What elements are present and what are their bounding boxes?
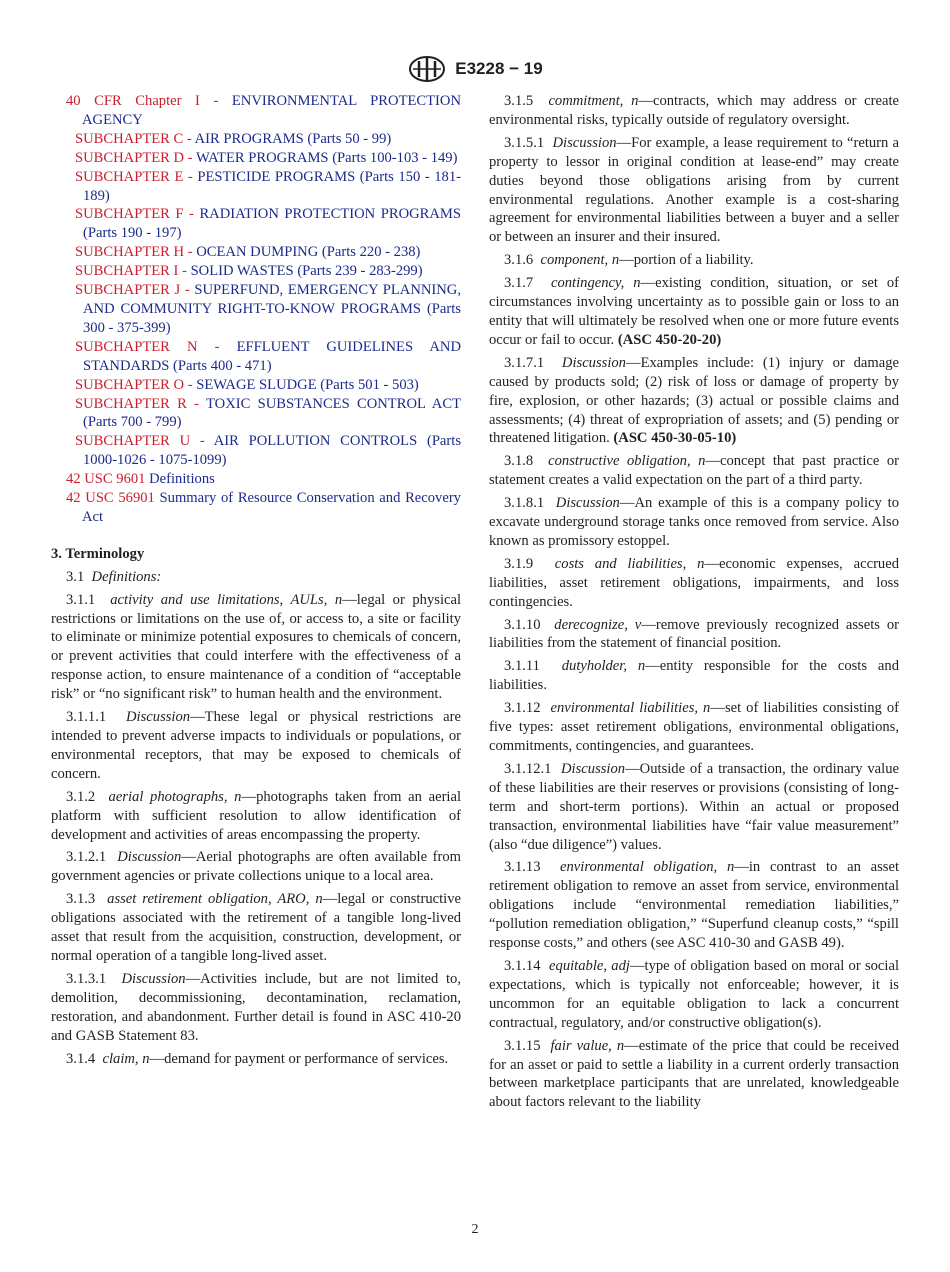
definition-term: dutyholder, n xyxy=(561,658,646,675)
reference-item xyxy=(51,92,461,130)
definition-body: —An example of this is a company policy to excavate underground storage tanks once removed from service. Also known as promissory estoppel. xyxy=(489,495,900,549)
definition-term: Definitions: xyxy=(91,568,162,585)
reference-code[interactable]: 42 USC 9601 xyxy=(66,471,146,488)
reference-code[interactable]: SUBCHAPTER C - xyxy=(75,130,192,147)
reference-link[interactable]: ENVIRONMENTAL PROTECTION AGENCY xyxy=(82,93,461,128)
definition-number: 3.1.7.1 xyxy=(504,354,545,371)
reference-link[interactable]: AIR PROGRAMS (Parts 50 - 99) xyxy=(194,130,392,147)
definition-number: 3.1.12.1 xyxy=(504,760,552,777)
definition-body: —These legal or physical restrictions are intended to prevent adverse impacts to individuals or populations, or environmental receptors, that may be exposed to chemicals of concern. xyxy=(51,709,461,782)
definition-term: derecognize, v xyxy=(554,616,642,633)
reference-item xyxy=(51,205,461,243)
definition-body: —entity responsible for the costs and liabilities. xyxy=(489,658,899,694)
definition-number: 3.1.6 xyxy=(504,252,534,269)
definition-paragraph xyxy=(489,555,899,612)
definition-term: environmental obligation, n xyxy=(560,859,735,876)
definition-body: —legal or physical restrictions or limitations on the use of, or access to, a site or facility to eliminate or minimize potential exposures to chemicals of concern, or prevent activities that could interfere with the effectiveness of a response action, to ensure maintenance of a condition of “acceptable risk” or “no significant risk” to human health and the environment. xyxy=(51,591,462,703)
definition-paragraph xyxy=(51,591,461,704)
definition-number: 3.1.8 xyxy=(504,453,534,470)
definition-body: —photographs taken from an aerial platform with sufficient resolution to allow identification of development and activities of areas encompassing the property. xyxy=(51,788,462,843)
page-header xyxy=(0,56,950,82)
definition-number: 3.1.3.1 xyxy=(66,970,107,987)
definition-term: Discussion xyxy=(126,709,191,726)
definition-body: —estimate of the price that could be received for an asset or paid to settle a liability in a current orderly transaction between marketplace participants that are unrelated, knowledgeable about factors relevant to the liability xyxy=(489,1037,899,1111)
definition-paragraph xyxy=(489,134,899,247)
reference-code[interactable]: 42 USC 56901 xyxy=(66,490,155,507)
reference-list xyxy=(51,92,461,527)
definition-number: 3.1.2 xyxy=(66,788,96,805)
reference-code[interactable]: SUBCHAPTER N - xyxy=(75,338,220,355)
right-definitions xyxy=(489,92,899,1112)
reference-link[interactable]: RADIATION PROTECTION PROGRAMS (Parts 190 - 197) xyxy=(83,206,462,242)
reference-link[interactable]: WATER PROGRAMS (Parts 100-103 - 149) xyxy=(195,149,458,166)
reference-item xyxy=(51,489,461,527)
definition-paragraph xyxy=(489,616,899,654)
reference-link[interactable]: PESTICIDE PROGRAMS (Parts 150 - 181-189) xyxy=(83,168,462,204)
reference-link[interactable]: SUPERFUND, EMERGENCY PLANNING, AND COMMUNITY RIGHT-TO-KNOW PROGRAMS (Parts 300 - 375-399) xyxy=(83,282,461,336)
definition-number: 3.1.8.1 xyxy=(504,495,545,512)
definition-number: 3.1.4 xyxy=(66,1050,96,1067)
definition-paragraph xyxy=(489,452,899,490)
definition-body: —in contrast to an asset retirement obligation to remove an asset from service, environmental obligations include “environmental remediation liabilities,” “pollution remediation obligation,” “Superfund cleanup costs,” “spill response costs,” and others (see ASC 410-30 and GASB 49). xyxy=(489,859,900,952)
reference-link[interactable]: Summary of Resource Conservation and Recovery Act xyxy=(82,490,461,525)
definition-paragraph xyxy=(489,657,899,695)
definition-number: 3.1.13 xyxy=(504,859,541,876)
section-heading: 3. Terminology xyxy=(51,545,145,562)
definition-number: 3.1.5.1 xyxy=(504,134,545,151)
definition-number: 3.1.3 xyxy=(66,891,96,908)
reference-item xyxy=(51,130,461,149)
definition-term: activity and use limitations, AULs, n xyxy=(110,591,343,608)
definition-body: —Examples include: (1) injury or damage caused by products sold; (2) risk of loss or damage of property by fire, explosion, or other hazards; (3) actual or possible claims and assessments; (4) threat of expropriation of assets; and (5) pending or threatened litigation. xyxy=(489,354,899,447)
definition-term: equitable, adj xyxy=(549,957,630,974)
definition-citation: (ASC 450-30-05-10) xyxy=(613,430,737,447)
definition-number: 3.1.11 xyxy=(504,658,540,675)
definition-number: 3.1.14 xyxy=(504,957,541,974)
reference-code[interactable]: SUBCHAPTER H - xyxy=(75,244,193,261)
left-column xyxy=(51,92,461,1072)
definition-paragraph xyxy=(489,92,899,130)
definition-paragraph xyxy=(51,708,461,784)
definition-body: —concept that past practice or statement creates a valid expectation on the part of a third party. xyxy=(489,453,899,489)
definition-number: 3.1.1.1 xyxy=(66,709,107,726)
document-id: E3228 − 19 xyxy=(455,59,543,78)
definition-term: Discussion xyxy=(561,354,626,371)
definition-term: commitment, n xyxy=(548,93,639,109)
definition-paragraph xyxy=(489,354,899,449)
definition-paragraph xyxy=(489,494,899,551)
definition-body: —economic expenses, accrued liabilities, asset retirement obligations, impairments, and loss contingencies. xyxy=(489,555,899,610)
definition-body: —Outside of a transaction, the ordinary value of these liabilities are their reserves or provisions (consisting of long-term and short-term portions). Within an actual or proposed transaction, environmental liabilities have “fair value measurement” (also “due diligence”) values. xyxy=(489,760,899,853)
definition-number: 3.1.1 xyxy=(66,591,96,608)
reference-code[interactable]: SUBCHAPTER I - xyxy=(75,263,187,280)
definition-term: fair value, n xyxy=(550,1037,625,1054)
right-column xyxy=(489,92,899,1116)
reference-item xyxy=(51,432,461,470)
definition-body: —type of obligation based on moral or social expectations, which is typically not enforceable; however, it is uncommon for an equitable obligation to lack a concurrent contractual, regulatory, and/or constructive obligation(s). xyxy=(489,957,899,1031)
reference-item xyxy=(51,376,461,395)
definition-citation: (ASC 450-20-20) xyxy=(617,331,722,348)
reference-item xyxy=(51,243,461,262)
definition-term: contingency, n xyxy=(550,275,641,292)
reference-code[interactable]: SUBCHAPTER O - xyxy=(75,376,193,393)
definition-paragraph xyxy=(489,760,899,855)
reference-link[interactable]: AIR POLLUTION CONTROLS (Parts 1000-1026 - 1075-1099) xyxy=(83,433,462,469)
definition-number: 3.1.5 xyxy=(504,93,534,109)
reference-link[interactable]: TOXIC SUBSTANCES CONTROL ACT (Parts 700 - 799) xyxy=(83,395,461,431)
definition-paragraph xyxy=(489,1037,899,1113)
definition-term: constructive obligation, n xyxy=(548,453,706,470)
reference-item xyxy=(51,281,461,338)
definition-term: Discussion xyxy=(117,849,182,866)
reference-link[interactable]: OCEAN DUMPING (Parts 220 - 238) xyxy=(196,244,421,261)
reference-code[interactable]: SUBCHAPTER F - xyxy=(75,206,194,223)
definition-body: —existing condition, situation, or set of circumstances involving uncertainty as to possible gain or loss to an entity that will ultimately be resolved when one or more future events occur or fail to occur. xyxy=(489,275,900,348)
definition-body: —legal or constructive obligations associated with the retirement of a tangible long-lived asset that result from the acquisition, construction, development, or normal operation of a tangible long-lived asset. xyxy=(51,891,462,964)
reference-item xyxy=(51,395,461,433)
definition-number: 3.1.15 xyxy=(504,1037,541,1054)
definition-term: environmental liabilities, n xyxy=(550,700,711,717)
reference-link[interactable]: Definitions xyxy=(149,471,215,488)
definition-number: 3.1.12 xyxy=(504,700,541,717)
reference-code[interactable]: SUBCHAPTER U - xyxy=(75,433,205,450)
left-definitions xyxy=(51,568,461,1069)
reference-code[interactable]: SUBCHAPTER E - xyxy=(75,168,193,185)
definition-term: costs and liabilities, n xyxy=(554,555,705,572)
definition-body: —demand for payment or performance of services. xyxy=(149,1050,449,1067)
reference-item xyxy=(51,149,461,168)
definition-number: 3.1.7 xyxy=(504,275,534,292)
reference-item xyxy=(51,338,461,376)
page-number: 2 xyxy=(471,1222,479,1237)
definition-term: component, n xyxy=(540,252,620,269)
reference-item xyxy=(51,168,461,206)
definition-body: —For example, a lease requirement to “return a property to lessor in original condition at lease-end” may create duties beyond those obligations arising from by current environmental regulations. Another example is a cost-sharing agreement for environmental liabilities between a buyer and a seller or between an insurer and their insured. xyxy=(489,134,899,246)
definition-term: Discussion xyxy=(121,970,186,987)
definition-term: Discussion xyxy=(552,134,617,151)
definition-number: 3.1 xyxy=(66,568,85,585)
definition-paragraph xyxy=(51,970,461,1046)
definition-number: 3.1.2.1 xyxy=(66,849,107,866)
reference-link[interactable]: SOLID WASTES (Parts 239 - 283-299) xyxy=(190,263,423,280)
definition-body: —set of liabilities consisting of five types: asset retirement obligations, environmental obligations, commitments, contingencies, and guarantees. xyxy=(489,700,900,754)
reference-code[interactable]: 40 CFR Chapter I - xyxy=(66,93,219,109)
definition-paragraph xyxy=(489,699,899,756)
definition-number: 3.1.10 xyxy=(504,616,541,633)
astm-logo-icon xyxy=(407,56,447,82)
definition-paragraph xyxy=(489,274,899,350)
definition-paragraph xyxy=(51,848,461,886)
definition-paragraph xyxy=(51,890,461,966)
definition-body: —Aerial photographs are often available from government agencies or private collections unique to a local area. xyxy=(51,849,461,885)
definition-number: 3.1.9 xyxy=(504,555,534,572)
reference-code[interactable]: SUBCHAPTER D - xyxy=(75,149,193,166)
definition-term: Discussion xyxy=(561,760,626,777)
reference-item xyxy=(51,470,461,489)
reference-link[interactable]: SEWAGE SLUDGE (Parts 501 - 503) xyxy=(196,376,419,393)
definition-paragraph xyxy=(489,858,899,953)
definition-body: —portion of a liability. xyxy=(619,252,754,269)
definition-body: —contracts, which may address or create environmental risks, typically outside of regulatory oversight. xyxy=(489,93,899,128)
definition-term: asset retirement obligation, ARO, n xyxy=(107,891,323,908)
reference-item xyxy=(51,262,461,281)
definition-term: claim, n xyxy=(102,1050,150,1067)
definition-body: —remove previously recognized assets or liabilities from the statement of financial position. xyxy=(489,616,899,652)
definition-paragraph xyxy=(51,1050,461,1069)
definition-term: aerial photographs, n xyxy=(108,788,242,805)
definition-paragraph xyxy=(489,957,899,1033)
definition-paragraph xyxy=(51,568,461,587)
reference-code[interactable]: SUBCHAPTER J - xyxy=(75,282,190,299)
definition-paragraph xyxy=(51,788,461,845)
reference-link[interactable]: EFFLUENT GUIDELINES AND STANDARDS (Parts 400 - 471) xyxy=(83,338,461,374)
definition-paragraph xyxy=(489,251,899,270)
definition-term: Discussion xyxy=(555,495,620,512)
definition-body: —Activities include, but are not limited to, demolition, decommissioning, decontamination, reclamation, restoration, and abandonment. Further detail is found in ASC 410-20 and GASB Statement 83. xyxy=(51,970,462,1044)
reference-code[interactable]: SUBCHAPTER R - xyxy=(75,395,200,412)
